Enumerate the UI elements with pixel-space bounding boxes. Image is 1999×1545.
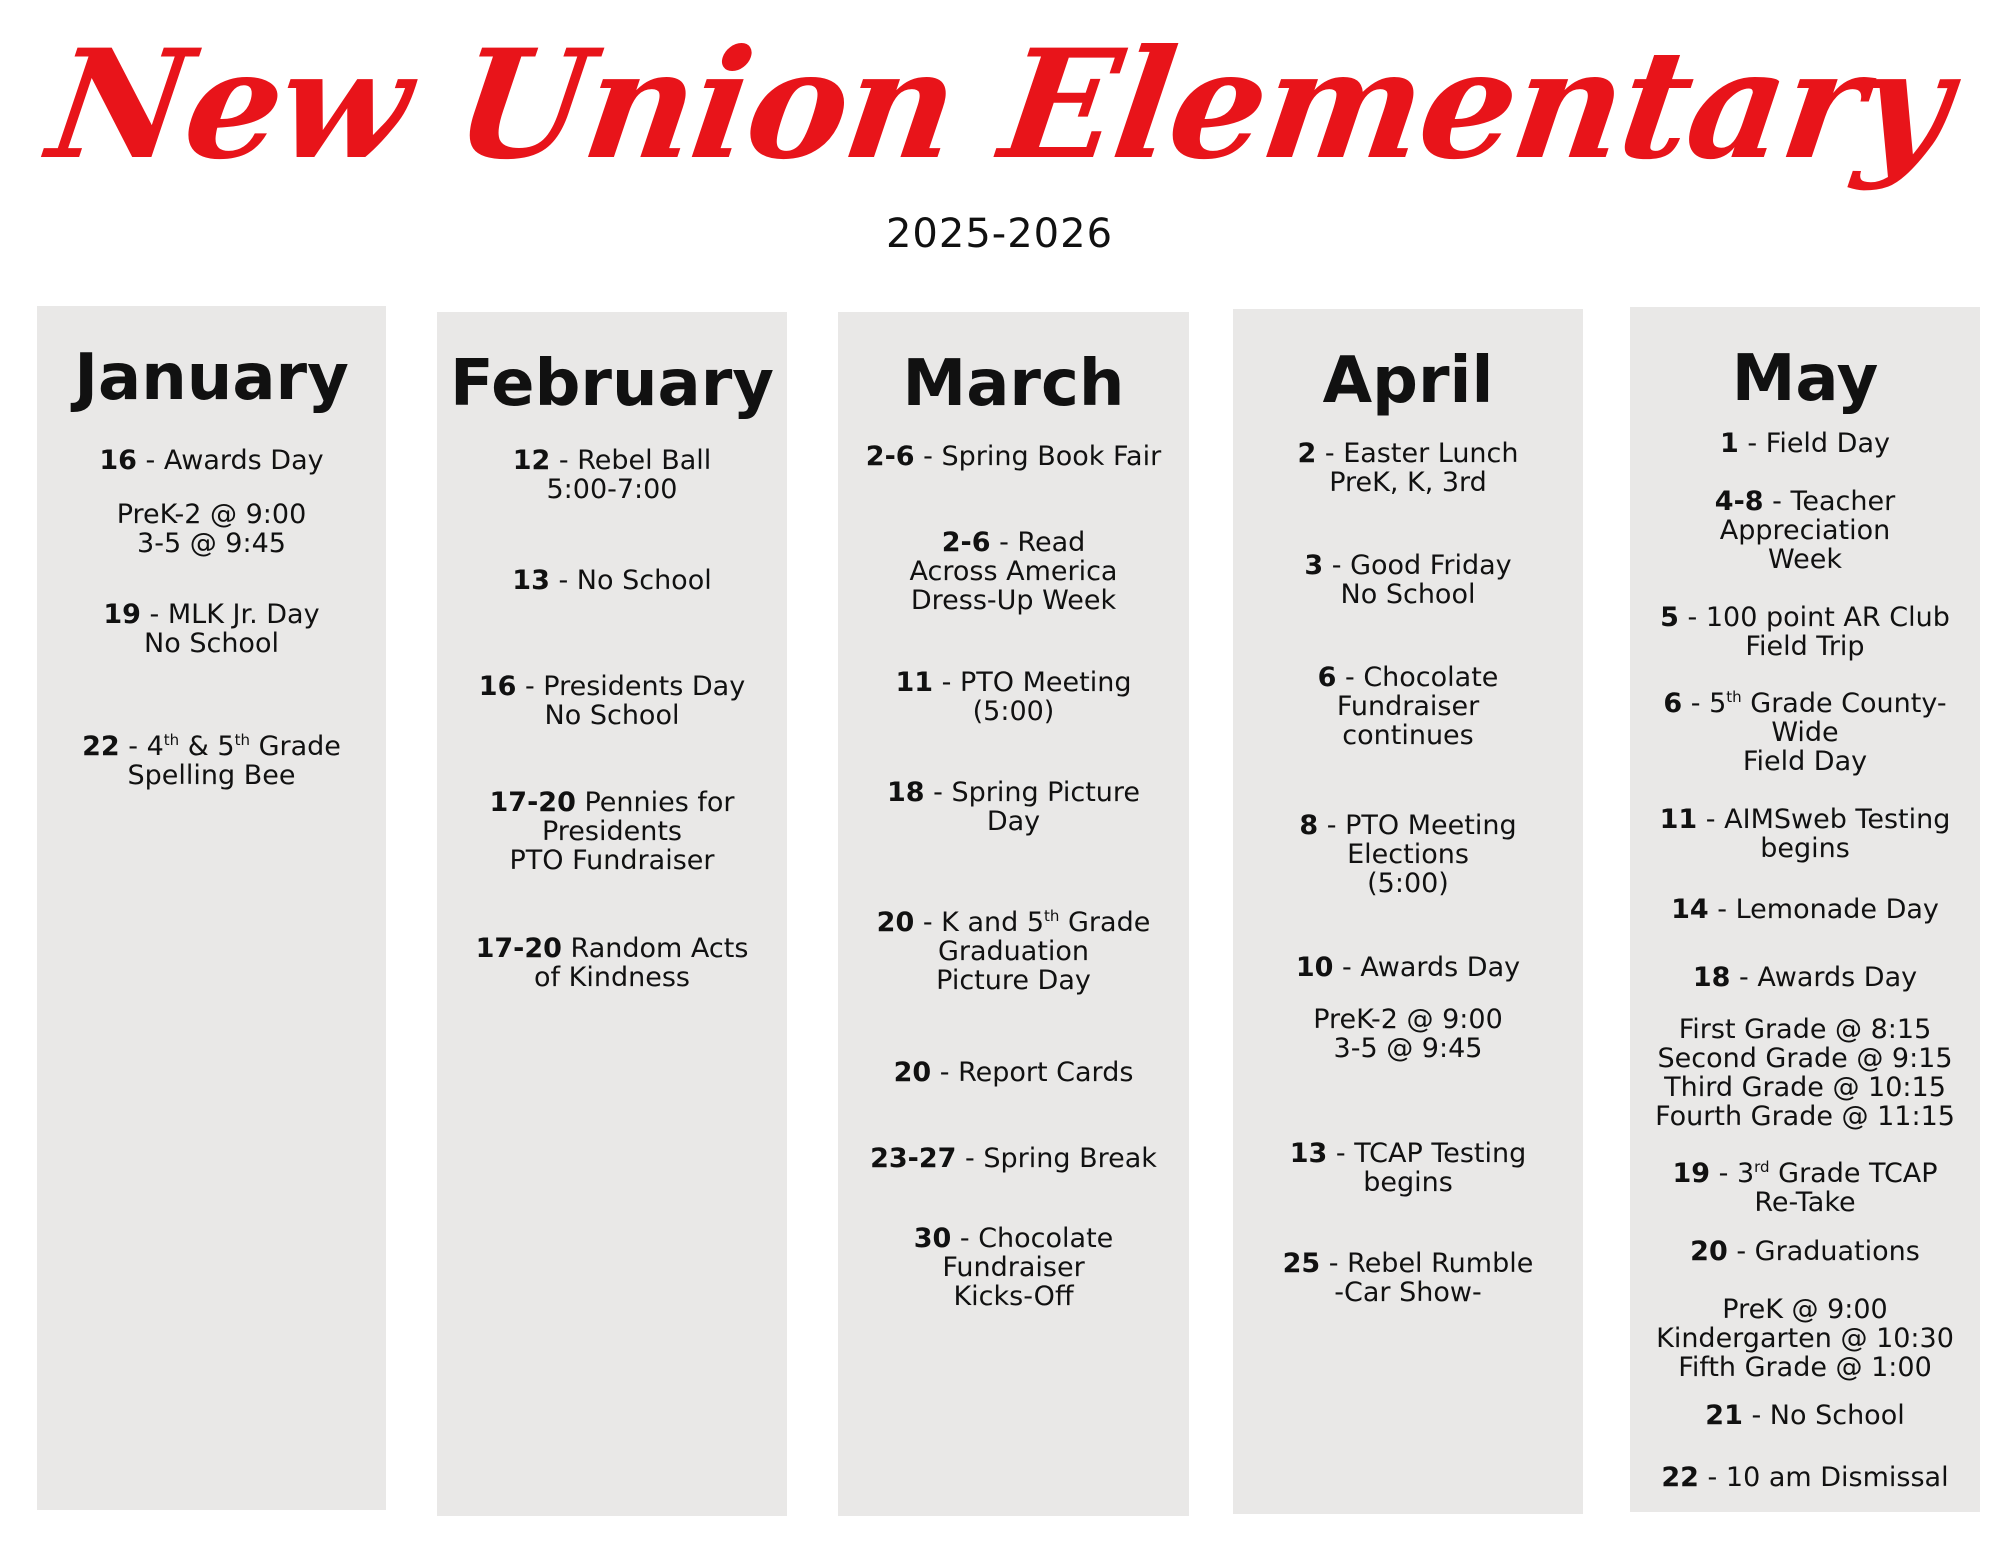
event-first-line: 16 - Presidents Day — [478, 671, 746, 702]
event-first-line: 18 - Awards Day — [1692, 962, 1918, 993]
event-date: 2 — [1297, 438, 1317, 469]
event-first-line: 6 - 5th Grade County- — [1663, 688, 1947, 719]
event-first-line: 12 - Rebel Ball — [512, 445, 712, 476]
event-date: 22 — [82, 731, 120, 762]
event-date: 3 — [1304, 550, 1324, 581]
calendar-event — [37, 500, 386, 558]
event-title: TCAP Testing — [1354, 1138, 1527, 1169]
calendar-event — [1630, 1463, 1980, 1492]
event-date: 18 — [886, 777, 925, 808]
event-detail-line: Presidents — [541, 816, 682, 847]
calendar-event — [1630, 963, 1980, 992]
event-title: Awards Day — [163, 445, 324, 476]
month-column-april — [1233, 309, 1583, 1514]
ordinal-suffix: th — [234, 731, 250, 749]
event-first-line: 23-27 - Spring Break — [870, 1143, 1157, 1174]
event-detail-line: Week — [1768, 544, 1842, 575]
calendar-event — [1233, 439, 1583, 497]
event-title: Report Cards — [958, 1057, 1134, 1088]
event-detail-line: Wide — [1771, 717, 1839, 748]
event-date: 1 — [1720, 428, 1739, 459]
calendar-event — [838, 528, 1189, 615]
calendar-event — [1630, 1237, 1980, 1266]
event-date: 30 — [913, 1223, 952, 1254]
event-detail-line: Picture Day — [936, 965, 1091, 996]
event-date: 13 — [512, 565, 550, 596]
event-date: 21 — [1705, 1400, 1743, 1431]
event-detail-line: 3-5 @ 9:45 — [1333, 1033, 1483, 1064]
event-detail-line: Field Day — [1742, 746, 1868, 777]
event-title-part: 5 — [1709, 688, 1727, 719]
event-title-part: Grade County- — [1741, 688, 1947, 719]
event-first-line: 13 - No School — [512, 565, 712, 596]
event-title: Rebel Ball — [577, 445, 712, 476]
event-date: 20 — [893, 1057, 932, 1088]
event-title: Chocolate — [978, 1223, 1114, 1254]
event-detail-line: (5:00) — [1367, 868, 1449, 899]
event-detail-line: Day — [986, 806, 1041, 837]
event-first-line: 2 - Easter Lunch — [1297, 438, 1519, 469]
event-detail-line: Graduation — [937, 936, 1090, 967]
calendar-event — [437, 788, 787, 875]
event-first-line: 10 - Awards Day — [1295, 952, 1521, 983]
event-title: Easter Lunch — [1343, 438, 1519, 469]
calendar-event — [1233, 811, 1583, 898]
event-title: Chocolate — [1363, 662, 1499, 693]
calendar-event — [838, 908, 1189, 995]
calendar-event — [437, 446, 787, 504]
event-detail-line: Elections — [1347, 839, 1469, 870]
calendar-event — [1630, 805, 1980, 863]
calendar-event — [1233, 1249, 1583, 1307]
calendar-event — [437, 934, 787, 992]
month-heading: May — [1731, 342, 1879, 416]
calendar-event — [37, 732, 386, 790]
event-title-part: Grade — [1059, 907, 1151, 938]
event-title-part: Grade TCAP — [1769, 1158, 1938, 1189]
event-first-line: 20 - K and 5th Grade — [876, 907, 1151, 938]
event-date: 20 — [1690, 1236, 1728, 1267]
calendar-event — [838, 442, 1189, 471]
calendar-event — [37, 600, 386, 658]
event-title: 100 point AR Club — [1705, 602, 1950, 633]
event-title: PTO Meeting — [1345, 810, 1517, 841]
event-detail-line: Fundraiser — [942, 1252, 1085, 1283]
event-first-line: 13 - TCAP Testing — [1289, 1138, 1527, 1169]
event-first-line: 8 - PTO Meeting — [1299, 810, 1517, 841]
event-title: MLK Jr. Day — [167, 599, 320, 630]
calendar-event — [37, 446, 386, 475]
event-first-line — [437, 788, 787, 817]
school-year: 2025-2026 — [885, 211, 1114, 257]
calendar-event — [838, 1144, 1189, 1173]
event-first-line: 20 - Report Cards — [893, 1057, 1134, 1088]
event-date: 12 — [512, 445, 551, 476]
event-date: 6 — [1663, 688, 1683, 719]
month-heading: April — [1322, 344, 1494, 418]
event-date: 8 — [1299, 810, 1319, 841]
event-date: 10 — [1295, 952, 1334, 983]
month-column-may — [1630, 307, 1980, 1512]
calendar-event — [1630, 487, 1980, 574]
event-date: 18 — [1692, 962, 1731, 993]
calendar-event — [1233, 1139, 1583, 1197]
event-first-line: 25 - Rebel Rumble — [1282, 1248, 1534, 1279]
month-column-january — [37, 306, 386, 1510]
event-detail-line: 3-5 @ 9:45 — [137, 528, 286, 559]
event-first-line: 20 - Graduations — [1690, 1236, 1920, 1267]
calendar-event — [1630, 603, 1980, 661]
ordinal-suffix: th — [1726, 688, 1742, 706]
event-first-line: 19 - 3rd Grade TCAP — [1672, 1158, 1938, 1189]
event-date: 16 — [478, 671, 517, 702]
event-detail-line: PreK, K, 3rd — [1329, 467, 1487, 498]
month-heading: March — [902, 347, 1125, 421]
event-first-line: 3 - Good Friday — [1304, 550, 1512, 581]
event-date: 4-8 — [1714, 486, 1764, 517]
event-detail-line: No School — [544, 700, 680, 731]
event-first-line: 6 - Chocolate — [1317, 662, 1499, 693]
event-detail-line: begins — [1363, 1167, 1453, 1198]
event-detail-line: Fifth Grade @ 1:00 — [1678, 1352, 1932, 1383]
event-first-line: 30 - Chocolate — [913, 1223, 1114, 1254]
calendar-event — [838, 1058, 1189, 1087]
event-detail-line: PreK-2 @ 9:00 — [116, 499, 307, 530]
event-detail-line: No School — [1340, 579, 1476, 610]
school-title: New Union Elementary — [39, 17, 1960, 193]
event-first-line: 19 - MLK Jr. Day — [103, 599, 320, 630]
calendar-event — [1630, 1015, 1980, 1131]
event-detail-line: begins — [1760, 833, 1850, 864]
event-first-line: 4-8 - Teacher — [1714, 486, 1896, 517]
event-title: No School — [1769, 1400, 1905, 1431]
event-date: 14 — [1671, 894, 1709, 925]
event-date: 17-20 — [489, 787, 576, 818]
calendar-event — [1630, 689, 1980, 776]
event-title: Awards Day — [1757, 962, 1918, 993]
event-detail-line: Spelling Bee — [127, 760, 296, 791]
event-title-part: 3 — [1736, 1158, 1755, 1189]
event-detail-line: Fundraiser — [1336, 691, 1480, 722]
event-date: 22 — [1661, 1462, 1699, 1493]
ordinal-suffix: th — [1044, 907, 1060, 925]
event-title-part: Grade — [249, 731, 341, 762]
event-title: Presidents Day — [543, 671, 746, 702]
event-first-line: 18 - Spring Picture — [886, 777, 1141, 808]
event-date: 11 — [1659, 804, 1698, 835]
event-detail-line: No School — [144, 628, 279, 659]
event-date: 25 — [1282, 1248, 1321, 1279]
event-title: Rebel Rumble — [1347, 1248, 1534, 1279]
event-detail-line: 5:00-7:00 — [546, 474, 678, 505]
event-title: Read — [1017, 527, 1086, 558]
calendar-event — [1630, 429, 1980, 458]
event-date: 19 — [1672, 1158, 1711, 1189]
event-first-line — [437, 934, 787, 963]
event-first-line: 22 - 10 am Dismissal — [1661, 1462, 1949, 1493]
ordinal-suffix: th — [163, 731, 180, 749]
event-title-part: K and 5 — [941, 907, 1045, 938]
event-title: Spring Book Fair — [941, 441, 1162, 472]
event-detail-line: (5:00) — [972, 696, 1055, 727]
month-heading: February — [450, 347, 774, 421]
event-first-line: 1 - Field Day — [1720, 428, 1890, 459]
event-date: 5 — [1660, 602, 1679, 633]
event-date: 23-27 — [870, 1143, 957, 1174]
month-column-march — [838, 312, 1189, 1516]
calendar-event — [1630, 1401, 1980, 1430]
event-detail-line: PreK-2 @ 9:00 — [1313, 1004, 1503, 1035]
event-title: Spring Break — [983, 1143, 1157, 1174]
event-detail-line: Appreciation — [1719, 515, 1891, 546]
event-title: Pennies for — [584, 787, 735, 818]
calendar-event — [1630, 1159, 1980, 1217]
event-first-line: 2-6 - Spring Book Fair — [865, 441, 1162, 472]
ordinal-suffix: rd — [1754, 1158, 1770, 1176]
event-detail-line: PreK @ 9:00 — [1722, 1294, 1888, 1325]
event-detail-line: First Grade @ 8:15 — [1678, 1014, 1932, 1045]
event-date: 17-20 — [475, 933, 562, 964]
event-date: 13 — [1289, 1138, 1328, 1169]
calendar-event — [838, 778, 1189, 836]
event-detail-line: Re-Take — [1754, 1187, 1856, 1218]
event-date: 11 — [895, 667, 934, 698]
event-title: 10 am Dismissal — [1725, 1462, 1949, 1493]
event-title: AIMSweb Testing — [1724, 804, 1951, 835]
event-title: Graduations — [1754, 1236, 1920, 1267]
calendar-event — [1233, 1005, 1583, 1063]
event-date: 2-6 — [865, 441, 915, 472]
calendar-event — [1630, 1295, 1980, 1382]
event-detail-line: Third Grade @ 10:15 — [1664, 1072, 1946, 1103]
event-first-line: 14 - Lemonade Day — [1671, 894, 1939, 925]
event-first-line: 5 - 100 point AR Club — [1660, 602, 1950, 633]
calendar-event — [437, 672, 787, 730]
event-detail-line: Fourth Grade @ 11:15 — [1655, 1101, 1955, 1132]
event-title: Random Acts — [570, 933, 749, 964]
month-column-february — [437, 312, 787, 1516]
event-title: Field Day — [1765, 428, 1890, 459]
event-date: 2-6 — [941, 527, 991, 558]
calendar-event — [437, 566, 787, 595]
calendar-event — [1630, 895, 1980, 924]
event-detail-line: Dress-Up Week — [910, 585, 1117, 616]
calendar-event — [838, 668, 1189, 726]
event-date: 6 — [1317, 662, 1337, 693]
event-first-line: 2-6 - Read — [941, 527, 1086, 558]
calendar-event — [1233, 663, 1583, 750]
event-detail-line: of Kindness — [534, 962, 690, 993]
event-date: 16 — [99, 445, 137, 476]
event-detail-line: -Car Show- — [1334, 1277, 1482, 1308]
event-title-part: 4 — [146, 731, 164, 762]
event-title: PTO Meeting — [960, 667, 1132, 698]
event-detail-line: Kindergarten @ 10:30 — [1656, 1323, 1954, 1354]
event-detail-line: Second Grade @ 9:15 — [1657, 1043, 1953, 1074]
event-title: No School — [576, 565, 712, 596]
event-first-line: 21 - No School — [1705, 1400, 1905, 1431]
event-date: 20 — [876, 907, 915, 938]
event-first-line: 16 - Awards Day — [99, 445, 324, 476]
event-title: Lemonade Day — [1735, 894, 1939, 925]
calendar-event — [838, 1224, 1189, 1311]
event-detail-line: Field Trip — [1745, 631, 1865, 662]
event-detail-line: Across America — [909, 556, 1118, 587]
calendar-event — [1233, 953, 1583, 982]
event-date: 19 — [103, 599, 141, 630]
event-title: Good Friday — [1350, 550, 1512, 581]
event-detail-line: continues — [1342, 720, 1474, 751]
event-title: Spring Picture — [951, 777, 1141, 808]
event-title: Teacher — [1790, 486, 1896, 517]
event-title: Awards Day — [1360, 952, 1521, 983]
event-detail-line: Kicks-Off — [953, 1281, 1074, 1312]
calendar-event — [1233, 551, 1583, 609]
event-first-line: 22 - 4th & 5th Grade — [82, 731, 341, 762]
event-first-line: 11 - AIMSweb Testing — [1659, 804, 1951, 835]
event-detail-line: PTO Fundraiser — [509, 845, 715, 876]
month-heading: January — [74, 341, 349, 415]
event-first-line: 11 - PTO Meeting — [895, 667, 1132, 698]
event-title-part: & 5 — [179, 731, 235, 762]
